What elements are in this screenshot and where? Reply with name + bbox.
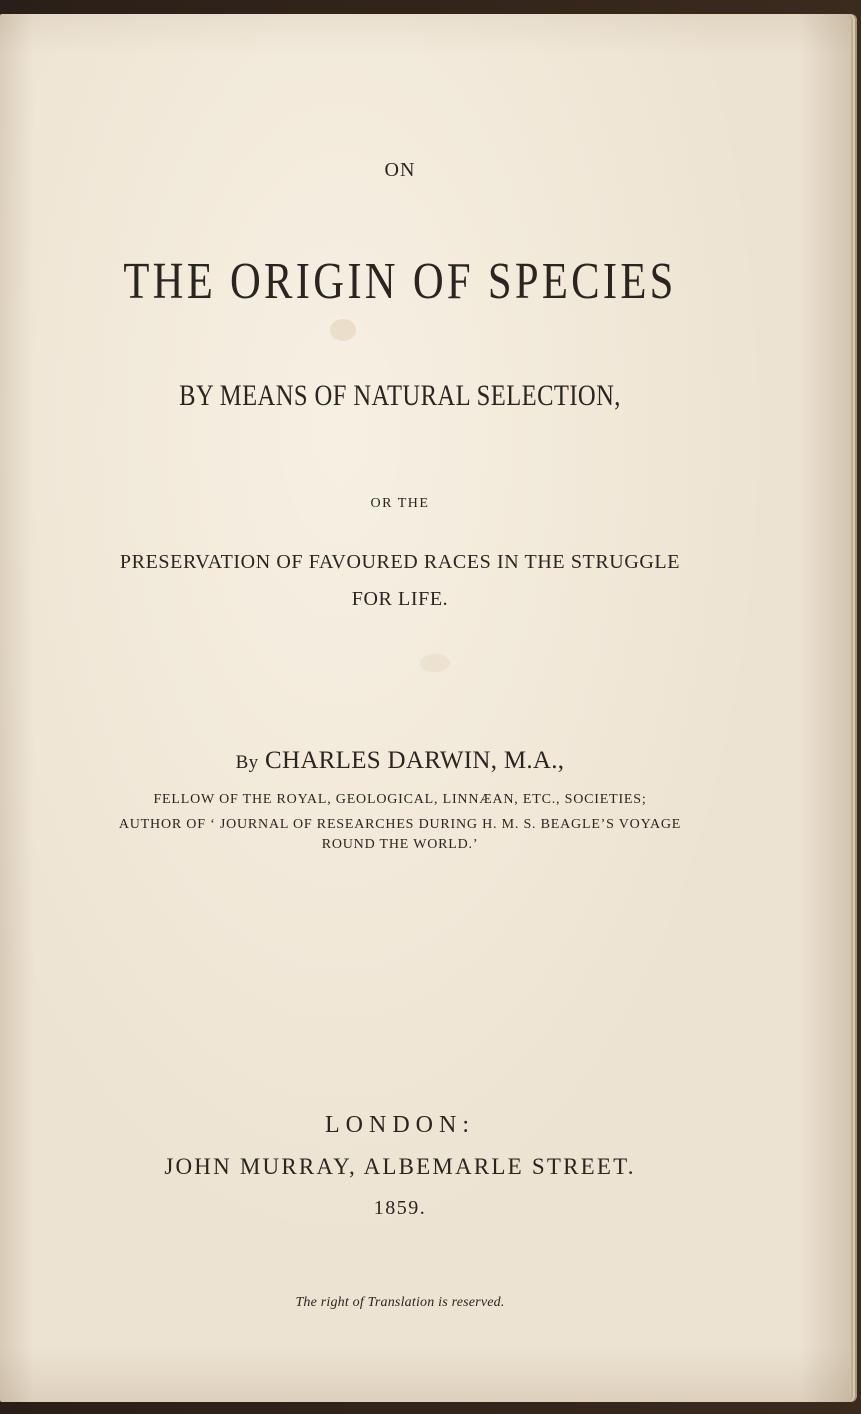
author-line <box>0 747 800 775</box>
imprint-publisher: JOHN MURRAY, ALBEMARLE STREET. <box>164 1154 636 1179</box>
imprint-year: 1859. <box>373 1197 427 1219</box>
title-conjunction: OR THE <box>370 496 430 511</box>
imprint-city: LONDON: <box>325 1112 475 1138</box>
foxing-spot <box>330 319 356 341</box>
author-credentials-line-3: ROUND THE WORLD.’ <box>321 837 479 852</box>
title-page <box>0 14 850 1402</box>
book-subtitle: BY MEANS OF NATURAL SELECTION, <box>179 379 621 412</box>
author-credentials-line-1: FELLOW OF THE ROYAL, GEOLOGICAL, LINNÆAN, ETC., SOCIETIES; <box>153 792 647 807</box>
author-credentials-line-2: AUTHOR OF ‘ JOURNAL OF RESEARCHES DURING H. M. S. BEAGLE’S VOYAGE <box>118 817 682 832</box>
title-preposition: ON <box>384 159 416 181</box>
alternate-title-line-2: FOR LIFE. <box>351 588 449 610</box>
rights-notice: The right of Translation is reserved. <box>295 1295 505 1310</box>
foxing-spot <box>420 654 450 672</box>
alternate-title-line-1: PRESERVATION OF FAVOURED RACES IN THE STRUGGLE <box>119 551 681 573</box>
author-by: By <box>235 752 259 773</box>
book-title: THE ORIGIN OF SPECIES <box>123 253 677 310</box>
author-name: CHARLES DARWIN, M.A., <box>264 747 565 774</box>
